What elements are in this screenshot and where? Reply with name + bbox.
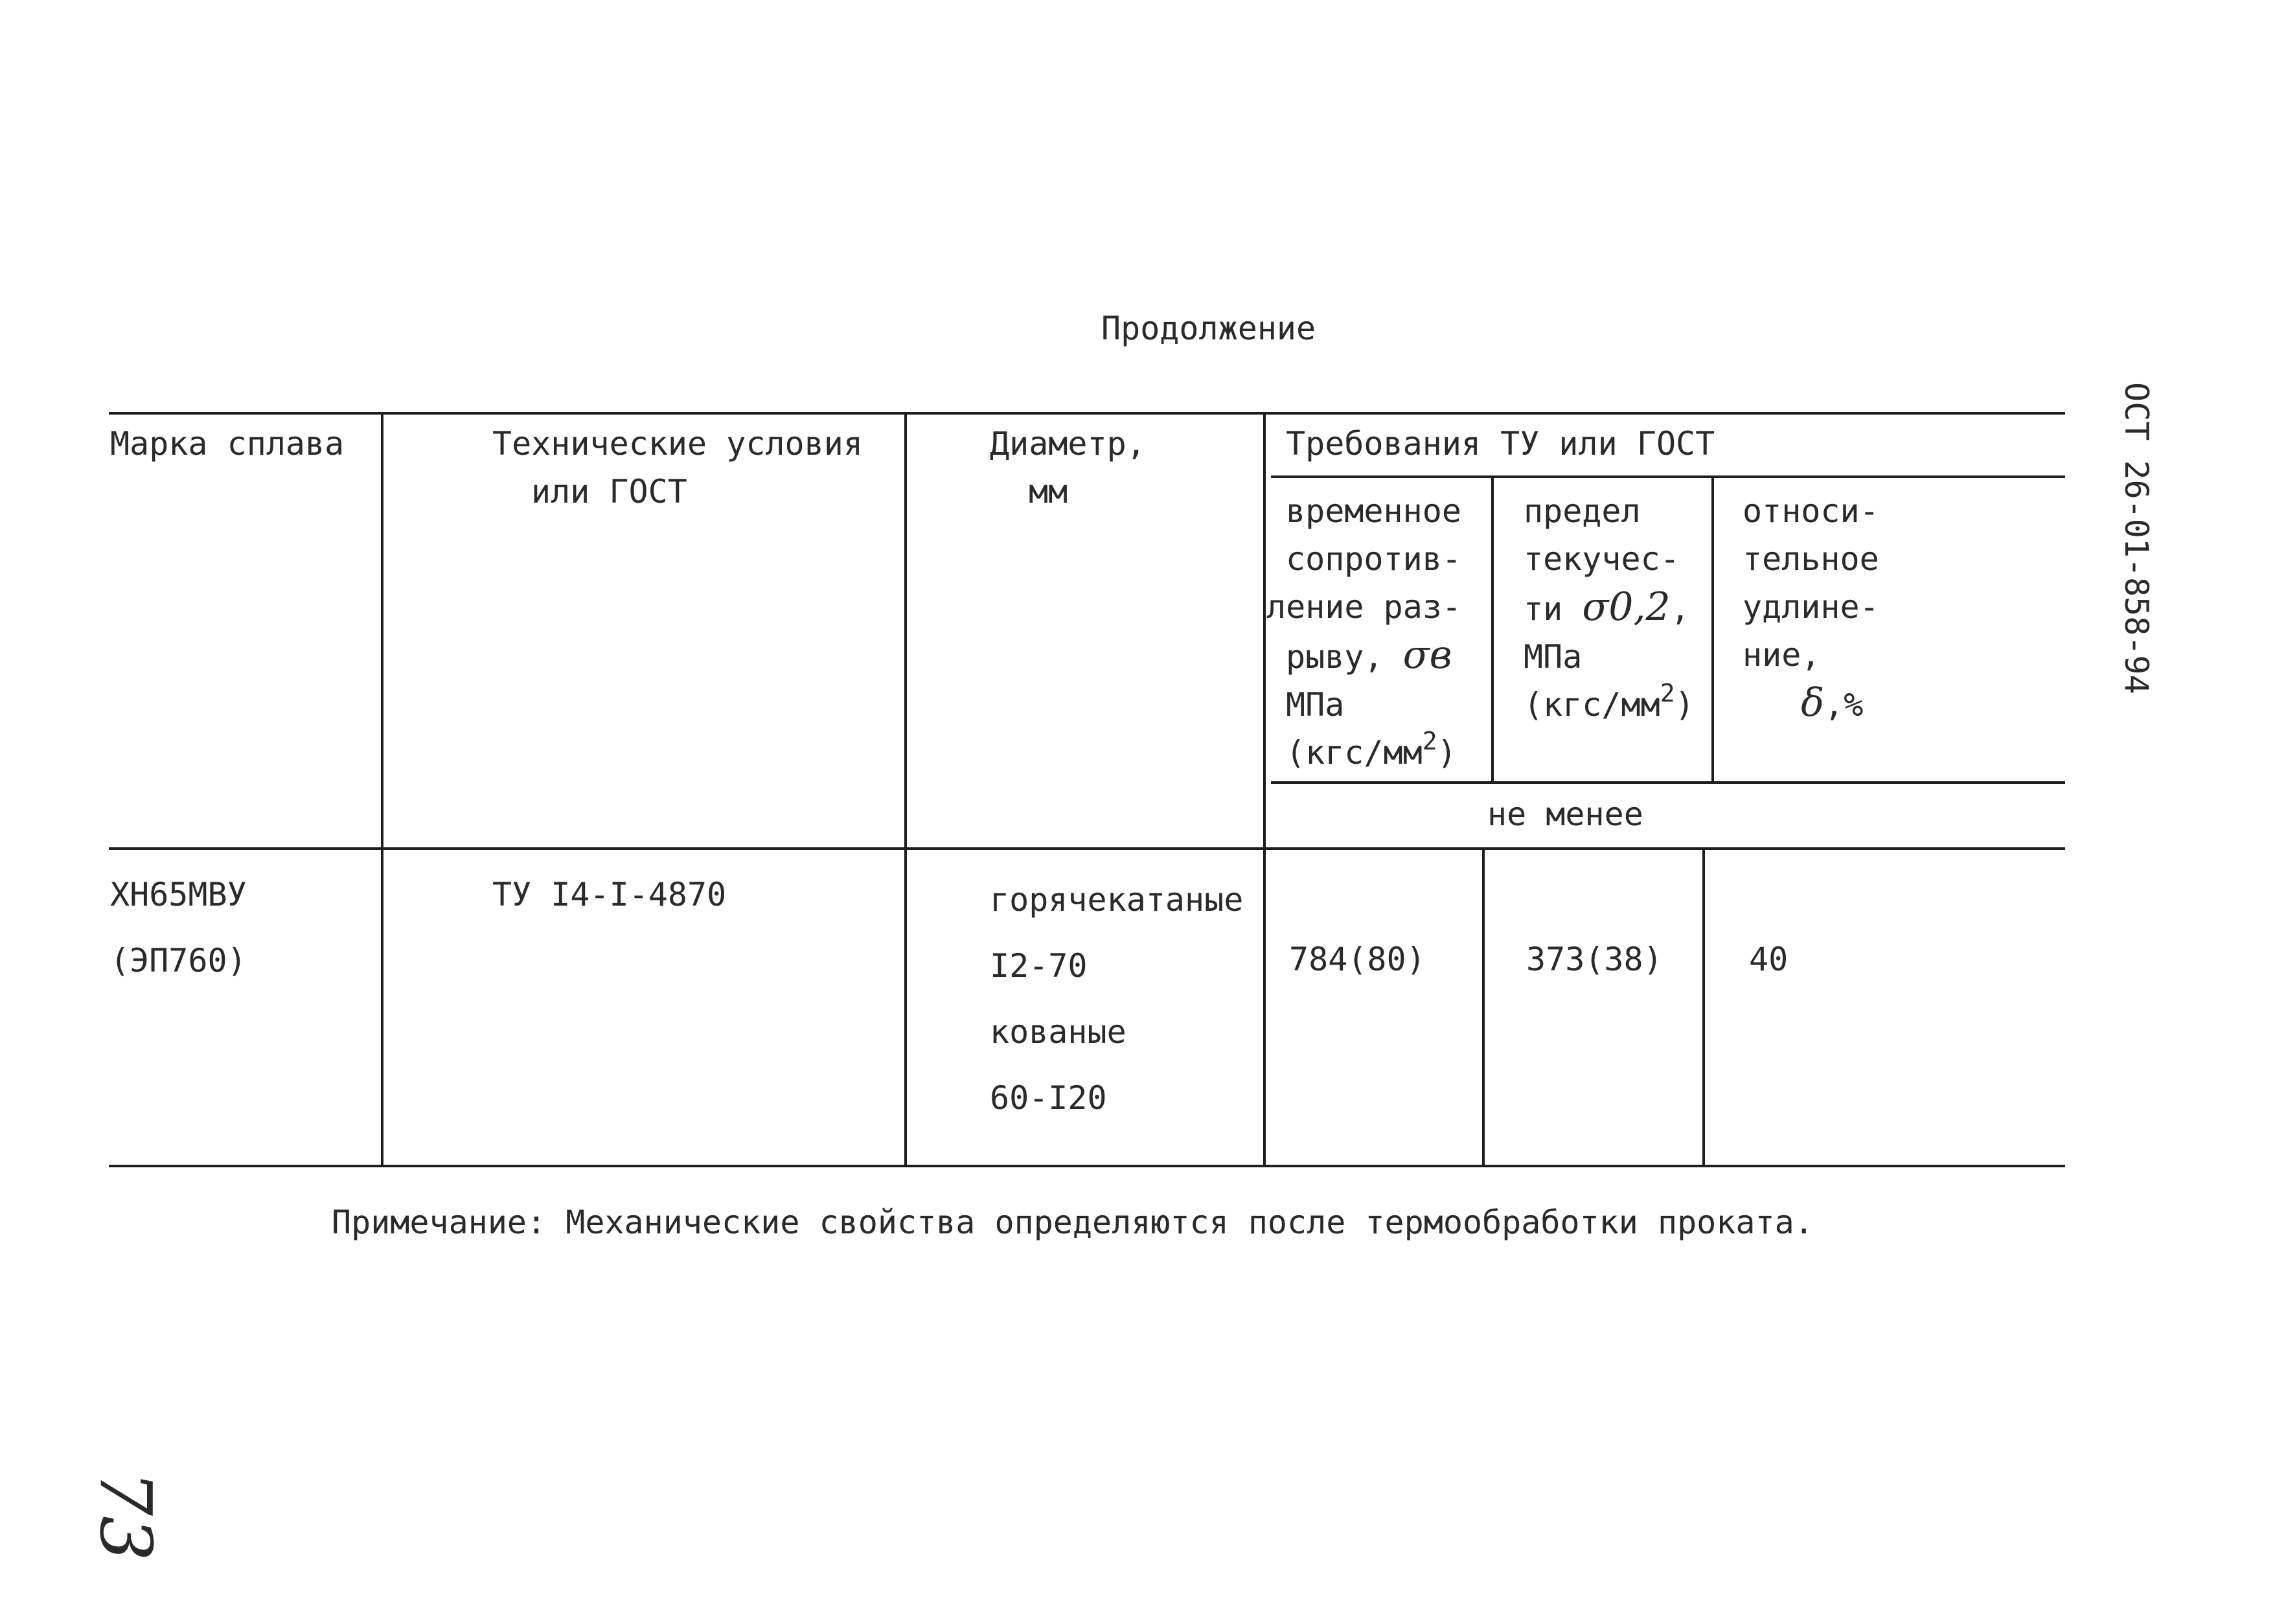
requirements-rule: [1271, 475, 2065, 478]
sigma-02-symbol: σ0,2: [1582, 584, 1671, 630]
delta-symbol: δ: [1801, 680, 1825, 726]
header-diameter: Диаметр, мм: [990, 425, 1146, 510]
page-number: 73: [84, 1470, 167, 1561]
col-divider-4-top: [1491, 478, 1494, 783]
row-yield: 373(38): [1526, 941, 1663, 978]
table-top-rule: [109, 412, 2065, 415]
row-diameter: горячекатаные I2-70 кованые 60-I20: [990, 881, 1244, 1117]
row-elongation: 40: [1749, 941, 1789, 978]
continuation-title: Продолжение: [1101, 310, 1316, 347]
col-divider-5-top: [1711, 478, 1714, 783]
header-yield-strength: предел текучес- ти σ0,2, МПа $(кгс/мм^2)$: [1524, 492, 1695, 724]
row-alloy: ХН65МВУ (ЭП760): [110, 876, 247, 979]
document-code: ОСТ 26-01-858-94: [2118, 382, 2155, 694]
table-note: Примечание: Механические свойства определяются после термообработки проката.: [332, 1204, 1814, 1241]
sigma-b-symbol: σв: [1402, 632, 1452, 678]
col-divider-5-bottom: [1702, 850, 1705, 1166]
col-divider-3: [1263, 415, 1266, 1166]
col-divider-1: [381, 415, 383, 1166]
header-alloy: Марка сплава: [110, 425, 345, 463]
row-spec: ТУ I4-I-4870: [492, 876, 727, 913]
header-elongation: относи- тельное удлине- ние, δ,%: [1743, 492, 1879, 726]
header-min-label: не менее: [1487, 795, 1643, 833]
row-tensile: 784(80): [1289, 941, 1426, 978]
header-spec: Технические условия или ГОСТ: [492, 425, 863, 510]
header-tensile-strength: временное сопротив- ление раз- рыву, σв МПа $(кгс/мм^2)$: [1266, 492, 1462, 772]
subheader-rule: [1271, 781, 2065, 784]
col-divider-4-bottom: [1482, 850, 1485, 1166]
header-bottom-rule: [109, 847, 2065, 850]
header-requirements: Требования ТУ или ГОСТ: [1286, 425, 1715, 463]
table-bottom-rule: [109, 1165, 2065, 1167]
col-divider-2: [904, 415, 907, 1166]
